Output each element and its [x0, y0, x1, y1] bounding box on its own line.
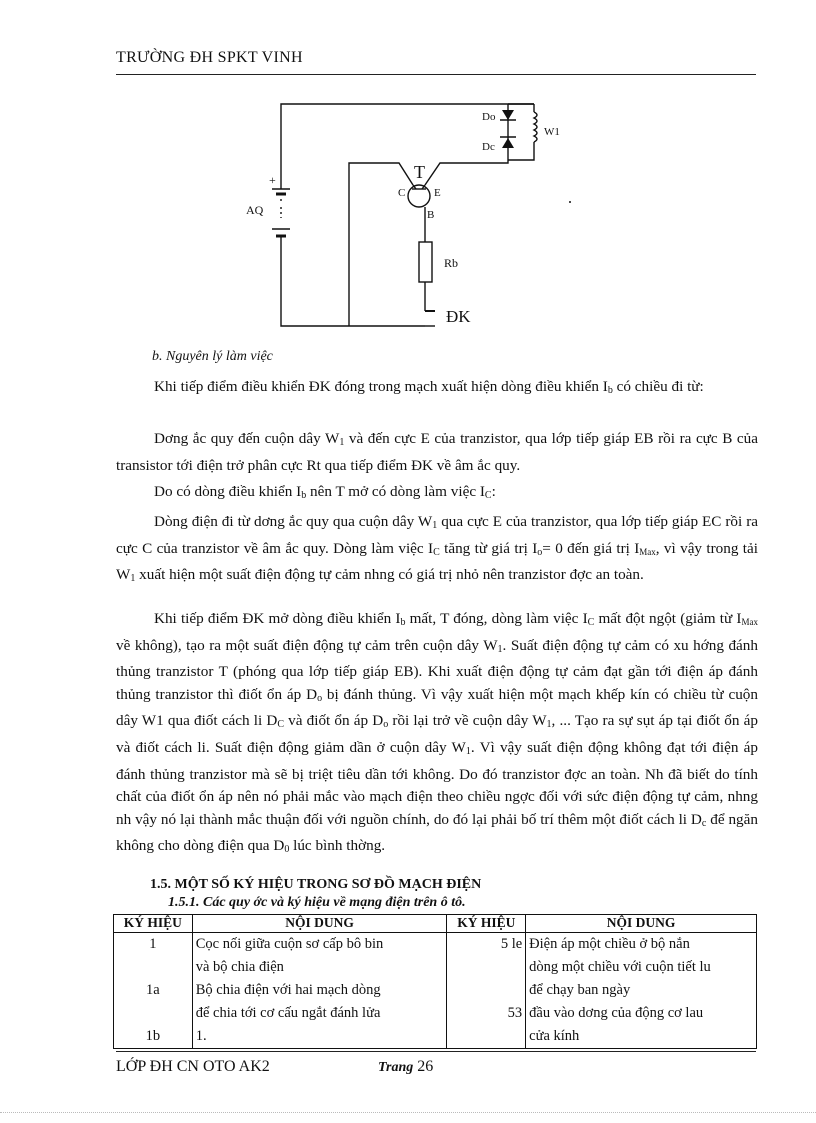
header-rule: [116, 74, 756, 75]
table-row: [114, 1025, 757, 1049]
paragraph-3: Do có dòng điều khiển $I_b$ nên T mở có dòng làm việc $I_C$:: [154, 483, 496, 501]
table-cell: [447, 979, 526, 1002]
collector-c-label: C: [398, 187, 406, 199]
table-cell: 1: [114, 933, 193, 957]
table-row: [114, 1002, 757, 1025]
table-cell: 1.: [192, 1025, 447, 1049]
contact-dk-label: ĐK: [446, 307, 471, 326]
table-row: [114, 956, 757, 979]
diode-dc-label: Dc: [482, 141, 495, 153]
emitter-e-label: E: [434, 187, 441, 199]
base-b-label: B: [427, 209, 435, 221]
table-cell: đầu vào dơng của động cơ lau: [526, 1002, 757, 1025]
coil-w1-label: W1: [544, 126, 560, 138]
battery-aq-label: AQ: [246, 203, 264, 217]
diode-do-label: Do: [482, 111, 496, 123]
table-cell: Điện áp một chiều ở bộ nắn: [526, 933, 757, 957]
table-cell: 53: [447, 1002, 526, 1025]
footer-rule: [116, 1051, 756, 1052]
page-number: Trang 26: [378, 1058, 434, 1075]
table-cell: để chia tới cơ cấu ngắt đánh lửa: [192, 1002, 447, 1025]
transistor-t-label: T: [414, 162, 425, 182]
table-cell: [447, 1025, 526, 1049]
table-cell: 1b: [114, 1025, 193, 1049]
principle-subtitle: b. Nguyên lý làm việc: [152, 349, 273, 364]
school-header: TRƯỜNG ĐH SPKT VINH: [116, 49, 303, 66]
symbol-table: [113, 914, 757, 1049]
table-cell: 5 le: [447, 933, 526, 957]
table-cell: [447, 956, 526, 979]
header-symbol-1: KÝ HIỆU: [114, 915, 193, 933]
table-cell: cửa kính: [526, 1025, 757, 1049]
section-subheading: 1.5.1. Các quy ớc và ký hiệu về mạng điện trên ô tô.: [168, 895, 466, 910]
table-row: [114, 933, 757, 957]
page-label: Trang: [378, 1060, 414, 1075]
battery-plus-label: +: [269, 173, 276, 187]
footer-class-name: LỚP ĐH CN OTO AK2: [116, 1058, 270, 1075]
page-bottom-border: [0, 1112, 816, 1114]
table-cell: Cọc nối giữa cuộn sơ cấp bô bin: [192, 933, 447, 957]
paragraph-2: Dơng ắc quy đến cuộn dây $W_1$ và đến cực E của tranzistor, qua lớp tiếp giáp EB rồi ra cực B của transistor tới điện trở phân cực Rt qua tiếp điểm ĐK về âm ắc quy.: [116, 430, 758, 474]
table-header-row: [114, 915, 757, 933]
table-cell: [114, 956, 193, 979]
paragraph-1: Khi tiếp điểm điều khiển ĐK đóng trong mạch xuất hiện dòng điều khiển $I_b$ có chiều đi từ:: [154, 378, 704, 396]
table-cell: để chạy ban ngày: [526, 979, 757, 1002]
table-cell: dòng một chiều với cuộn tiết lu: [526, 956, 757, 979]
header-content-1: NỘI DUNG: [192, 915, 447, 933]
section-heading: 1.5. MỘT SỐ KÝ HIỆU TRONG SƠ ĐỒ MẠCH ĐIỆN: [150, 877, 482, 892]
paragraph-5: Khi tiếp điểm ĐK mở dòng điều khiển $I_b$ mất, T đóng, dòng làm việc $I_C$ mất đột ngột (giảm từ IMax về không), tạo ra một suất điện động tự cảm trên cuộn dây $W_1$. Suất điện động tự cảm có xu hớng đánh thủng tranzistor T (phóng qua lớp tiếp giáp EB). Khi xuất điện động tự cảm đạt gần tới điện áp đánh thủng tranzistor thì điốt ổn áp $D_o$ bị đánh thủng. Vì vậy xuất hiện một mạch khếp kín có chiều từ cuộn dây W1 qua điốt cách li $D_C$ và điốt ổn áp $D_o$ rồi lại trở về cuộn dây $W_1$, ... Tạo ra sự sụt áp tại điốt ổn áp và điốt cách li. Suất điện động giảm dần ở cuộn dây $W_1$. Vì vậy suất điện động không đạt tới điện áp đánh thủng tranzistor mà sẽ bị triệt tiêu dần tới không. Do đó tranzistor đợc an toàn. Nh đã biết do tính chất của điốt ổn áp nên nó phải mắc vào mạch điện theo chiều ngợc đối với sức điện động tự cảm, nhng nh vậy nó lại thành mắc thuận đối với nguồn chính, do đó lại phải bố trí thêm một điốt cách li $D_c$ để ngăn không cho dòng điện qua $D_0$ lúc bình thờng.: [116, 610, 758, 856]
table-cell: 1a: [114, 979, 193, 1002]
paragraph-4: Dòng điện đi từ dơng ắc quy qua cuộn dây $W_1$ qua cực E của tranzistor, qua lớp tiếp giáp EC rồi ra cực C của tranzistor về âm ắc quy. Dòng làm việc $I_C$ tăng từ giá trị $I_o= 0$ đến giá trị IMax, vì vậy trong tải $W_1$ xuất hiện một suất điện động tự cảm nhng có giá trị nhỏ nên tranzistor đợc an toàn.: [116, 513, 758, 585]
ignition-circuit-diagram: [230, 90, 610, 345]
header-symbol-2: KÝ HIỆU: [447, 915, 526, 933]
table-cell: và bộ chia điện: [192, 956, 447, 979]
resistor-rb-label: Rb: [444, 256, 459, 270]
header-content-2: NỘI DUNG: [526, 915, 757, 933]
table-cell: Bộ chia điện với hai mạch dòng: [192, 979, 447, 1002]
table-cell: [114, 1002, 193, 1025]
table-row: [114, 979, 757, 1002]
